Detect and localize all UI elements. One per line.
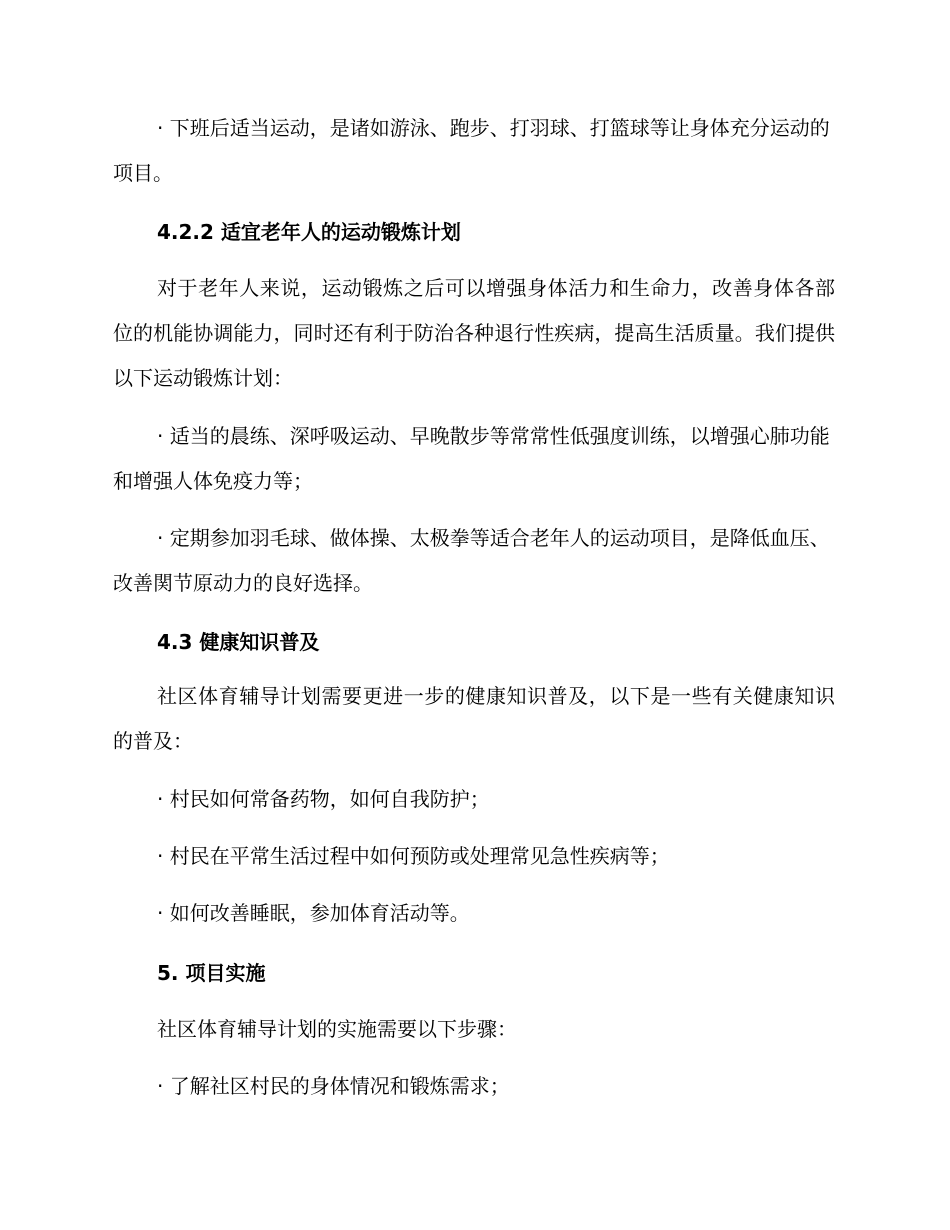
bullet-medicine: · 村民如何常备药物，如何自我防护； [157,787,490,811]
bullet-disease-prevention: · 村民在平常生活过程中如何预防或处理常见急性疾病等； [157,844,670,868]
paragraph-implementation: 社区体育辅导计划的实施需要以下步骤： [157,1017,517,1041]
paragraph-elderly-exercise: 对于老年人来说，运动锻炼之后可以增强身体活力和生命力，改善身体各部位的机能协调能力，同时还有利于防治各种退行性疾病，提高生活质量。我们提供以下运动锻炼计划： [113,276,835,390]
bullet-morning-exercise: · 适当的晨练、深呼吸运动、早晚散步等常常性低强度训练，以增强心肺功能和增强人体免疫力等； [113,424,830,493]
section-heading-4-3: 4.3 健康知识普及 [157,630,320,654]
bullet-regular-sports: · 定期参加羽毛球、做体操、太极拳等适合老年人的运动项目，是降低血压、改善関节原动力的良好选择。 [113,526,830,595]
paragraph-health-knowledge: 社区体育辅导计划需要更进一步的健康知识普及，以下是一些有关健康知识的普及： [113,684,835,753]
bullet-after-work-exercise: · 下班后适当运动，是诸如游泳、跑步、打羽球、打篮球等让身体充分运动的项目。 [113,116,830,185]
bullet-understand-villagers: · 了解社区村民的身体情况和锻炼需求； [157,1074,510,1098]
section-heading-5: 5. 项目实施 [157,961,266,985]
section-heading-4-2-2: 4.2.2 适宜老年人的运动锻炼计划 [157,220,461,244]
bullet-sleep: · 如何改善睡眠，参加体育活动等。 [157,901,470,925]
